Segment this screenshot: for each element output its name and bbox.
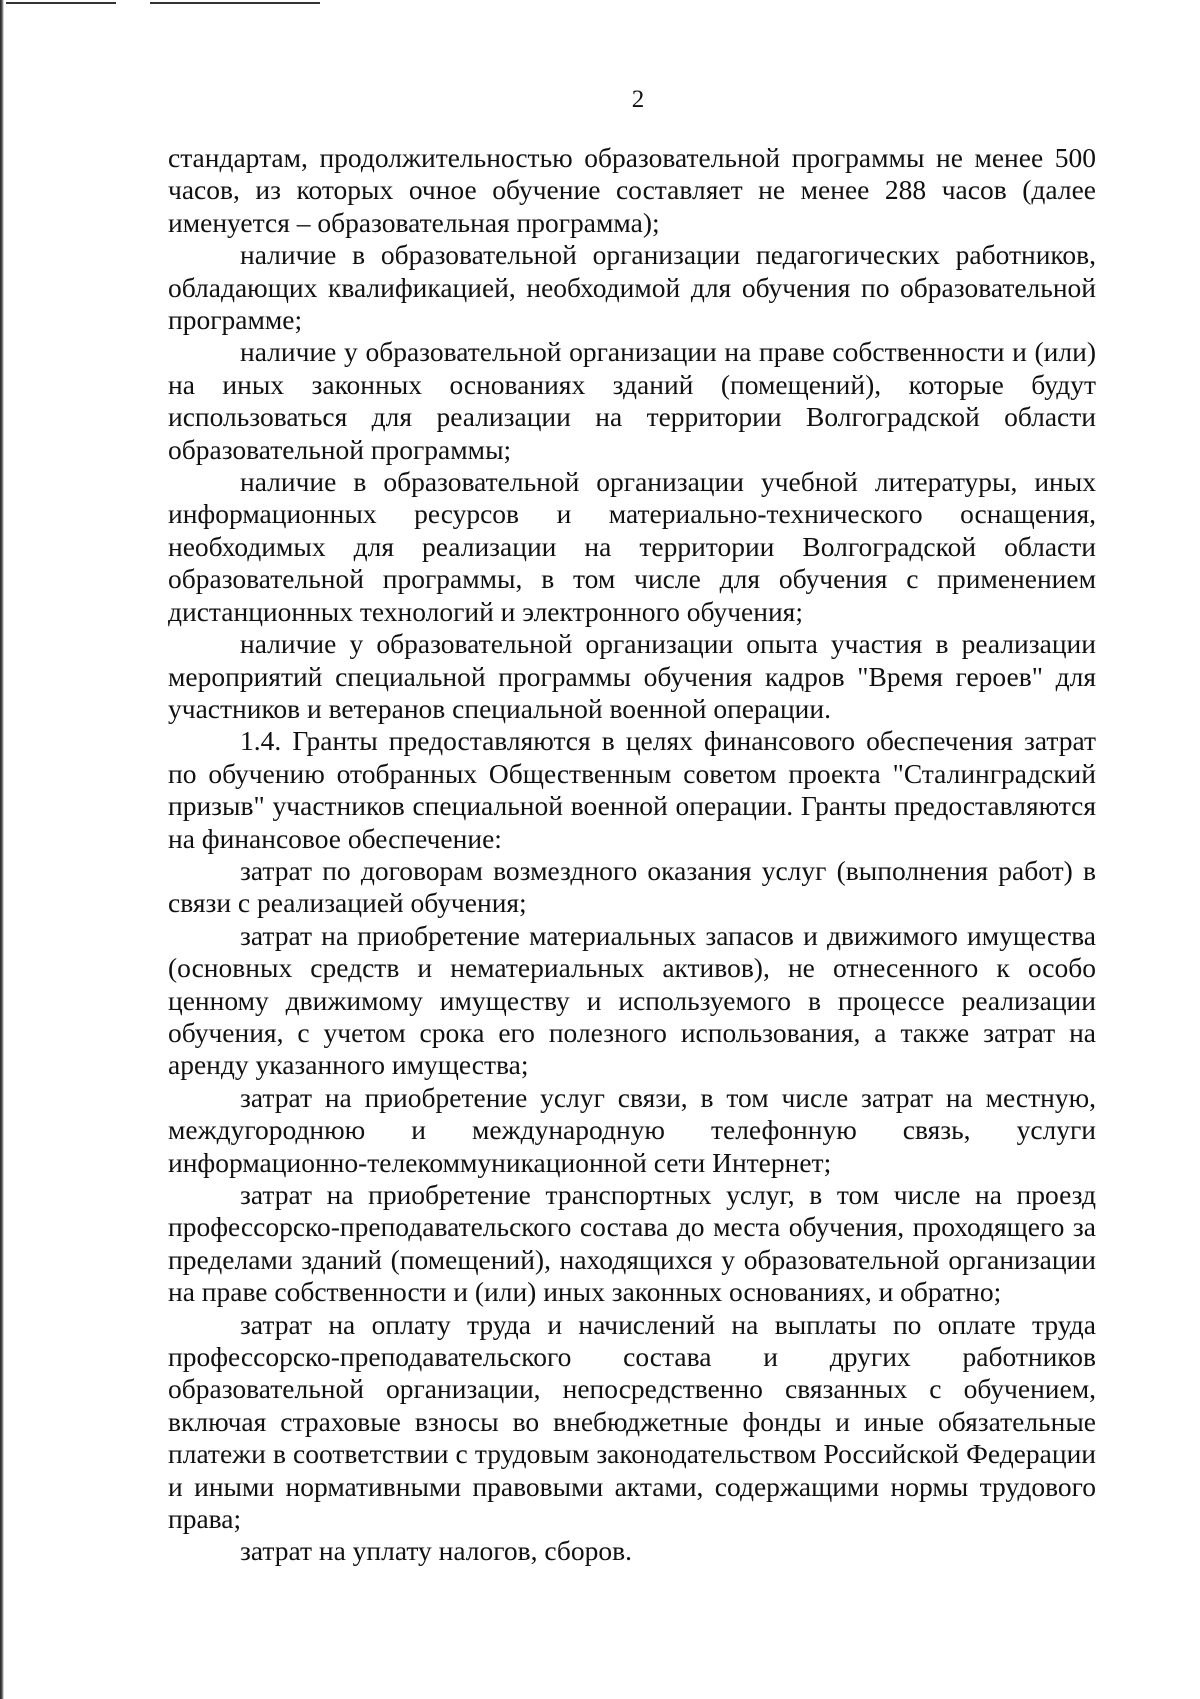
- paragraph: затрат на приобретение материальных запасов и движимого имущества (основных средств и нематериальных активов), не отнесенного к особо ценному движимому имуществу и используемого в процессе реализации обучения, с учетом срока его полезного использования, а также затрат на аренду указанного имущества;: [168, 919, 1096, 1081]
- paragraph: наличие в образовательной организации учебной литературы, иных информационных ресурсов и материально-технического оснащения, необходимых для реализации на территории Волгоградской области образовательной программы, в том числе для обучения с применением дистанционных технологий и электронного обучения;: [168, 466, 1096, 627]
- paragraph: стандартам, продолжительностью образовательной программы не менее 500 часов, из которых очное обучение составляет не менее 288 часов (далее именуется – образовательная программа);: [168, 142, 1096, 238]
- paragraph: затрат по договорам возмездного оказания услуг (выполнения работ) в связи с реализацией обучения;: [168, 854, 1096, 919]
- paragraph: наличие у образовательной организации на праве собственности и (или) на иных законных основаниях зданий (помещений), которые будут использоваться для реализации на территории Волгоградской области образовательной программы;: [168, 336, 1096, 465]
- scan-mark-top: [6, 2, 116, 4]
- paragraph: затрат на приобретение транспортных услуг, в том числе на проезд профессорско-преподавательского состава до места обучения, проходящего за пределами зданий (помещений), находящихся у образовательной организации на праве собственности и (или) иных законных основаниях, и обратно;: [168, 1179, 1096, 1308]
- paragraph: 1.4. Гранты предоставляются в целях финансового обеспечения затрат по обучению отобранных Общественным советом проекта "Сталинградский призыв" участников специальной военной операции. Гранты предоставляются на финансовое обеспечение:: [168, 725, 1096, 854]
- paragraph: затрат на уплату налогов, сборов.: [240, 1535, 632, 1567]
- paragraph: наличие у образовательной организации опыта участия в реализации мероприятий специальной программы обучения кадров "Время героев" для участников и ветеранов специальной военной операции.: [168, 628, 1096, 724]
- paragraph: затрат на приобретение услуг связи, в том числе затрат на местную, междугороднюю и международную телефонную связь, услуги информационно-телекоммуникационной сети Интернет;: [168, 1081, 1096, 1178]
- page-number: 2: [631, 86, 645, 113]
- paragraph: наличие в образовательной организации педагогических работников, обладающих квалификацией, необходимой для обучения по образовательной программе;: [168, 239, 1096, 336]
- paragraph: затрат на оплату труда и начислений на выплаты по оплате труда профессорско-преподавательского состава и других работников образовательной организации, непосредственно связанных с обучением, включая страховые взносы во внебюджетные фонды и иные обязательные платежи в соответствии с трудовым законодательством Российской Федерации и иными нормативными правовыми актами, содержащими нормы трудового права;: [168, 1308, 1096, 1535]
- document-body: [168, 142, 1096, 1568]
- scan-mark-top: [150, 2, 320, 4]
- scan-edge-left: [0, 0, 4, 1699]
